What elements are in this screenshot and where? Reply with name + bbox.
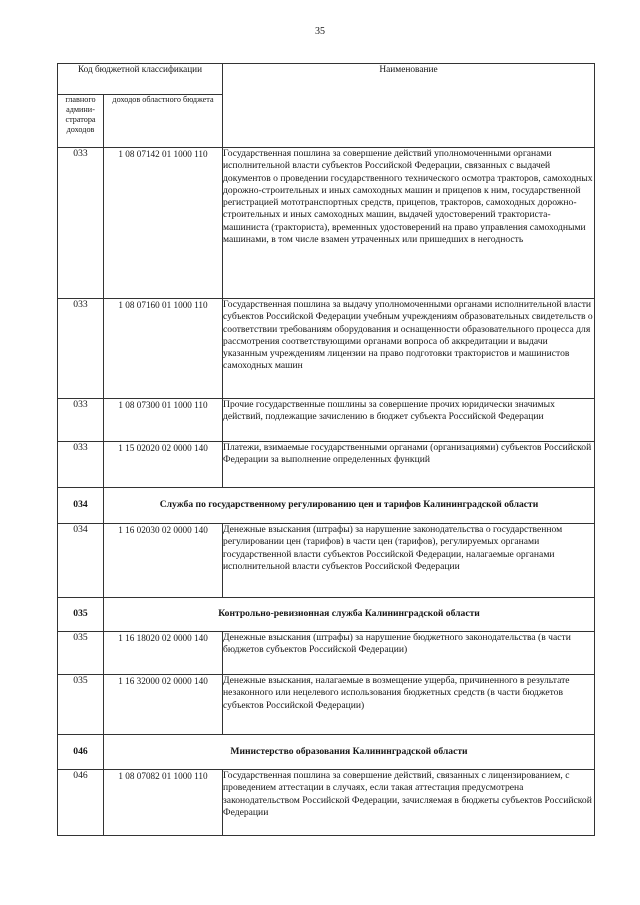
- revenue-code-cell: 1 15 02020 02 0000 140: [104, 442, 223, 488]
- revenue-name-cell: Платежи, взимаемые государственными органами (организациями) субъектов Российской Федерации за выполнение определенных функций: [223, 442, 595, 488]
- code-group-header: Код бюджетной классификации: [58, 64, 223, 95]
- section-header-row: [58, 488, 595, 524]
- revenue-code-cell: 1 08 07160 01 1000 110: [104, 299, 223, 399]
- table-row: [58, 148, 595, 299]
- revenue-name-cell: Денежные взыскания, налагаемые в возмещение ущерба, причиненного в результате незаконного или нецелевого использования бюджетных средств (в части бюджетов субъектов Российской Федерации): [223, 675, 595, 735]
- table-row: [58, 524, 595, 598]
- section-admin-code: 034: [58, 488, 104, 524]
- revenue-code-cell: 1 16 32000 02 0000 140: [104, 675, 223, 735]
- section-admin-code: 046: [58, 735, 104, 770]
- page-number: 35: [315, 26, 325, 37]
- revenue-column-header: доходов областного бюджета: [104, 95, 223, 148]
- section-title: Служба по государственному регулированию цен и тарифов Калининградской области: [104, 488, 595, 524]
- section-title: Министерство образования Калининградской области: [104, 735, 595, 770]
- revenue-code-cell: 1 16 02030 02 0000 140: [104, 524, 223, 598]
- admin-code-cell: 033: [58, 399, 104, 442]
- revenue-code-cell: 1 16 18020 02 0000 140: [104, 632, 223, 675]
- table-header-row: [58, 64, 595, 95]
- section-title: Контрольно-ревизионная служба Калининградской области: [104, 598, 595, 632]
- revenue-name-cell: Денежные взыскания (штрафы) за нарушение законодательства о государственном регулировании цен (тарифов) в части цен (тарифов), регулируемых органами государственной власти субъектов Российской Федерации, налагаемые органами исполнительной власти субъектов Российской Федерации: [223, 524, 595, 598]
- revenue-code-cell: 1 08 07300 01 1000 110: [104, 399, 223, 442]
- admin-code-cell: 033: [58, 148, 104, 299]
- revenue-name-cell: Государственная пошлина за совершение действий, связанных с лицензированием, с проведением аттестации в случаях, если такая аттестация предусмотрена законодательством Российской Федерации, зачисляемая в бюджеты субъектов Российской Федерации: [223, 770, 595, 836]
- revenue-name-cell: Прочие государственные пошлины за совершение прочих юридически значимых действий, подлежащие зачислению в бюджет субъекта Российской Федерации: [223, 399, 595, 442]
- table-row: [58, 399, 595, 442]
- revenue-code-cell: 1 08 07082 01 1000 110: [104, 770, 223, 836]
- section-admin-code: 035: [58, 598, 104, 632]
- table-row: [58, 442, 595, 488]
- table-row: [58, 770, 595, 836]
- revenue-name-cell: Государственная пошлина за выдачу уполномоченными органами исполнительной власти субъектов Российской Федерации учебным учреждениям образовательных свидетельств о соответствии требованиям оборудования и оснащенности образовательного процесса для рассмотрения соответствующими органами вопроса об аккредитации и выдачи указанным учреждениям лицензии на право подготовки трактористов и машинистов самоходных машин: [223, 299, 595, 399]
- revenue-name-cell: Денежные взыскания (штрафы) за нарушение бюджетного законодательства (в части бюджетов субъектов Российской Федерации): [223, 632, 595, 675]
- admin-code-cell: 035: [58, 632, 104, 675]
- revenue-name-cell: Государственная пошлина за совершение действий уполномоченными органами исполнительной власти субъектов Российской Федерации, связанных с выдачей документов о проведении государственного технического осмотра тракторов, самоходных дорожно-строительных и иных самоходных машин и прицепов к ним, государственной регистрацией мототранспортных средств, прицепов, тракторов, самоходных дорожно-строительных и иных самоходных машин, выдачей удостоверений тракториста-машиниста (тракториста), временных удостоверений на право управления самоходными машинами, в том числе взамен утраченных или пришедших в негодность: [223, 148, 595, 299]
- table-row: [58, 299, 595, 399]
- revenue-code-cell: 1 08 07142 01 1000 110: [104, 148, 223, 299]
- table-row: [58, 632, 595, 675]
- name-column-header: Наименование: [223, 64, 595, 148]
- budget-classification-table: [57, 63, 595, 836]
- section-header-row: [58, 735, 595, 770]
- admin-column-header: главного админи-стратора доходов: [58, 95, 104, 148]
- admin-code-cell: 033: [58, 442, 104, 488]
- admin-code-cell: 034: [58, 524, 104, 598]
- admin-code-cell: 035: [58, 675, 104, 735]
- section-header-row: [58, 598, 595, 632]
- admin-code-cell: 046: [58, 770, 104, 836]
- admin-code-cell: 033: [58, 299, 104, 399]
- table-row: [58, 675, 595, 735]
